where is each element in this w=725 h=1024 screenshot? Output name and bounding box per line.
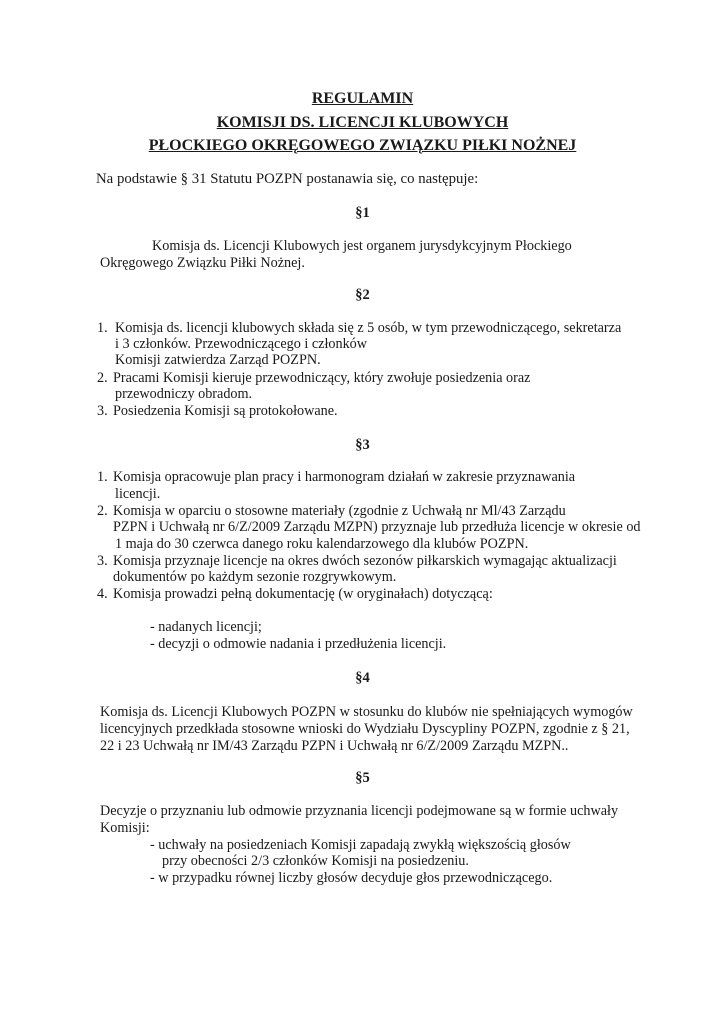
s3-item-1-line-2: licencji. xyxy=(115,486,161,502)
s3-item-1-line-1: Komisja opracowuje plan pracy i harmonogram działań w zakresie przyznawania xyxy=(113,469,576,485)
section-5-heading: §5 xyxy=(355,770,370,786)
s2-item-2-line-1: Pracami Komisji kieruje przewodniczący, który zwołuje posiedzenia oraz xyxy=(113,370,531,386)
s3-item-3-line-1: Komisja przyznaje licencje na okres dwóch sezonów piłkarskich wymagając aktualizacji xyxy=(113,553,617,569)
s5-dash-item-1-line-1: - uchwały na posiedzeniach Komisji zapadają zwykłą większością głosów xyxy=(150,837,571,853)
section-2-heading: §2 xyxy=(355,287,370,303)
s3-item-4-line-1: Komisja prowadzi pełną dokumentację (w oryginałach) dotyczącą: xyxy=(113,586,493,602)
s2-item-1-number: 1. xyxy=(97,320,108,336)
doc-title-line-2: KOMISJI DS. LICENCJI KLUBOWYCH xyxy=(216,114,509,131)
s2-item-3-line-1: Posiedzenia Komisji są protokołowane. xyxy=(113,403,338,419)
s2-item-1-line-1: Komisja ds. licencji klubowych składa się z 5 osób, w tym przewodniczącego, sekretarza xyxy=(115,320,622,336)
s2-item-2-line-2: przewodniczy obradom. xyxy=(115,386,253,402)
s3-item-2-line-2: PZPN i Uchwałą nr 6/Z/2009 Zarządu MZPN) przyznaje lub przedłuża licencje w okresie od xyxy=(113,519,641,535)
section-1-heading: §1 xyxy=(355,205,370,221)
s5-line-1: Decyzje o przyznaniu lub odmowie przyznania licencji podejmowane są w formie uchwały xyxy=(100,803,619,819)
intro-text: Na podstawie § 31 Statutu POZPN postanawia się, co następuje: xyxy=(96,171,479,187)
section-4-heading: §4 xyxy=(355,670,370,686)
s2-item-1-line-3: Komisji zatwierdza Zarząd POZPN. xyxy=(115,352,321,368)
s3-item-3-line-2: dokumentów po każdym sezonie rozgrywkowym. xyxy=(113,569,397,585)
s2-item-3-number: 3. xyxy=(97,403,108,419)
s1-line-1: Komisja ds. Licencji Klubowych jest organem jurysdykcyjnym Płockiego xyxy=(152,238,572,254)
s2-item-1-line-2: i 3 członków. Przewodniczącego i członków xyxy=(115,336,368,352)
s5-dash-item-1-line-2: przy obecności 2/3 członków Komisji na posiedzeniu. xyxy=(162,853,469,869)
s3-item-4-number: 4. xyxy=(97,586,108,602)
doc-title-line-1: REGULAMIN xyxy=(311,90,414,107)
s2-item-2-number: 2. xyxy=(97,370,108,386)
s3-item-3-number: 3. xyxy=(97,553,108,569)
s3-item-2-line-1: Komisja w oparciu o stosowne materiały (zgodnie z Uchwałą nr Ml/43 Zarządu xyxy=(113,503,566,519)
s4-line-2: licencyjnych przedkłada stosowne wnioski do Wydziału Dyscypliny POZPN, zgodnie z § 21, xyxy=(100,721,630,737)
s4-line-1: Komisja ds. Licencji Klubowych POZPN w stosunku do klubów nie spełniających wymogów xyxy=(100,704,633,720)
doc-title-line-3: PŁOCKIEGO OKRĘGOWEGO ZWIĄZKU PIŁKI NOŻNEJ xyxy=(148,137,577,154)
s3-dash-item-1: - nadanych licencji; xyxy=(150,619,262,635)
s3-item-2-line-3: 1 maja do 30 czerwca danego roku kalendarzowego dla klubów POZPN. xyxy=(115,536,529,552)
s3-item-1-number: 1. xyxy=(97,469,108,485)
section-3-heading: §3 xyxy=(355,437,370,453)
s1-line-2: Okręgowego Związku Piłki Nożnej. xyxy=(100,255,305,271)
s5-line-2: Komisji: xyxy=(100,820,150,836)
s3-item-2-number: 2. xyxy=(97,503,108,519)
s3-dash-item-2: - decyzji o odmowie nadania i przedłużenia licencji. xyxy=(150,636,447,652)
s5-dash-item-2-line-1: - w przypadku równej liczby głosów decyduje głos przewodniczącego. xyxy=(150,870,553,886)
s4-line-3: 22 i 23 Uchwałą nr IM/43 Zarządu PZPN i Uchwałą nr 6/Z/2009 Zarządu MZPN.. xyxy=(100,738,569,754)
